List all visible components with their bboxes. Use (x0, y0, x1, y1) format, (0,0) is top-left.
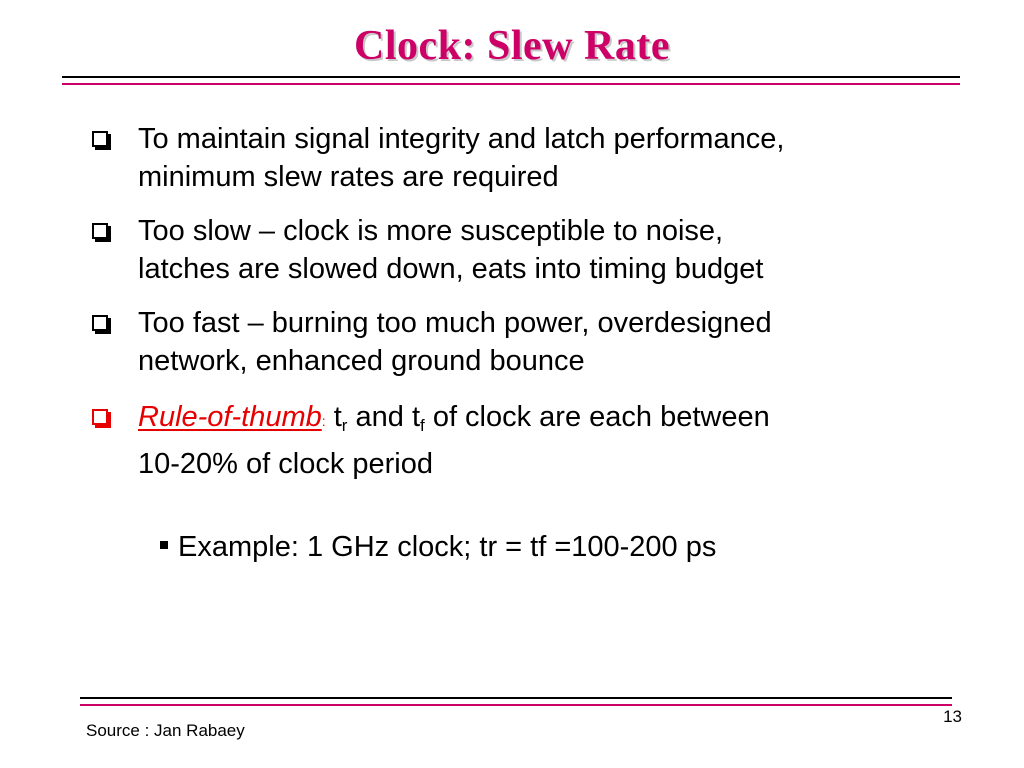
bullet-line: Too slow – clock is more susceptible to noise, (138, 215, 724, 247)
rule-text: of clock are each between (432, 401, 770, 433)
bullet-line: minimum slew rates are required (138, 161, 559, 193)
example-sub-bullet (160, 528, 716, 566)
checkbox-bullet-icon (92, 409, 108, 425)
bullet-line: latches are slowed down, eats into timing budget (138, 253, 764, 285)
bullet-line: To maintain signal integrity and latch performance, (138, 123, 785, 155)
and-text: and (355, 401, 404, 433)
checkbox-bullet-icon (92, 131, 108, 147)
square-bullet-icon (160, 541, 168, 549)
checkbox-bullet-icon (92, 315, 108, 331)
subscript-f: f (420, 416, 425, 435)
bullet-item (90, 120, 970, 196)
footer-rule-pink (80, 704, 952, 706)
footer-rule-dark (80, 697, 952, 699)
rule-colon: : (321, 413, 326, 429)
rule-of-thumb-item (90, 396, 970, 486)
t-symbol: t (333, 401, 342, 433)
title-rule-dark (62, 76, 960, 78)
title-rule-pink (62, 83, 960, 85)
bullet-item (90, 304, 970, 380)
example-label: Example: (178, 531, 299, 563)
checkbox-bullet-icon (92, 223, 108, 239)
example-text: 1 GHz clock; tr = tf =100-200 ps (306, 531, 717, 563)
rule-text-line2: 10-20% of clock period (138, 448, 433, 480)
subscript-r: r (341, 416, 348, 435)
bullet-line: network, enhanced ground bounce (138, 345, 585, 377)
bullet-line: Too fast – burning too much power, overdesigned (138, 307, 772, 339)
bullet-list (90, 120, 970, 502)
source-credit: Source : Jan Rabaey (86, 721, 245, 740)
bullet-item (90, 212, 970, 288)
t-symbol: t (411, 401, 421, 433)
slide-title: Clock: Slew Rate (354, 23, 670, 69)
rule-of-thumb-label: Rule-of-thumb (138, 401, 322, 433)
page-number: 13 (943, 707, 962, 726)
